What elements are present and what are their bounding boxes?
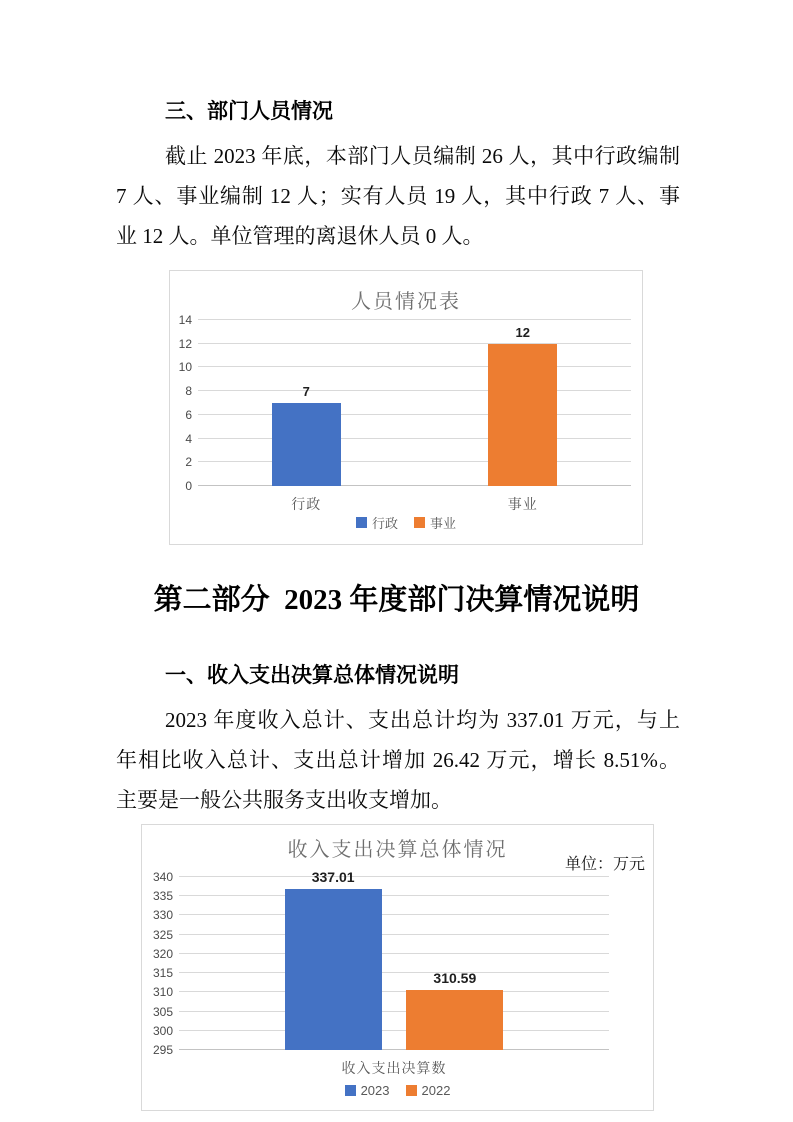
y-tick-label: 8 bbox=[185, 384, 192, 399]
legend-label: 2023 bbox=[360, 1083, 390, 1098]
y-tick-label: 330 bbox=[152, 908, 173, 923]
gridline bbox=[198, 414, 631, 415]
paragraph-line: 业 12 人。单位管理的离退休人员 0 人。 bbox=[116, 224, 484, 248]
bar-value-label: 337.01 bbox=[311, 868, 355, 885]
gridline bbox=[179, 991, 609, 992]
y-axis bbox=[142, 870, 173, 1057]
y-tick-label: 320 bbox=[152, 946, 173, 961]
y-tick-label: 300 bbox=[152, 1023, 173, 1038]
legend-item bbox=[414, 513, 456, 532]
y-tick-label: 340 bbox=[152, 870, 173, 884]
gridline bbox=[179, 1049, 609, 1050]
y-tick-label: 0 bbox=[185, 479, 192, 493]
paragraph-line: 主要是一般公共服务支出收支增加。 bbox=[116, 788, 452, 812]
section-heading-personnel: 三、部门人员情况 bbox=[165, 100, 333, 123]
bar-value-label: 12 bbox=[515, 324, 530, 340]
legend bbox=[142, 1083, 653, 1098]
gridline bbox=[198, 366, 631, 367]
bar-value-label: 7 bbox=[302, 384, 310, 399]
legend-item bbox=[345, 1083, 390, 1098]
legend-swatch bbox=[414, 517, 425, 528]
gridline bbox=[198, 343, 631, 344]
legend-label: 行政 bbox=[371, 516, 398, 531]
y-tick-label: 310 bbox=[152, 985, 173, 1000]
gridline bbox=[179, 934, 609, 935]
y-tick-label: 6 bbox=[185, 407, 192, 422]
category-label: 收入支出决算数 bbox=[341, 1060, 447, 1076]
personnel-paragraph bbox=[116, 136, 680, 256]
y-tick-label: 335 bbox=[152, 889, 173, 904]
gridline bbox=[179, 1011, 609, 1012]
gridline bbox=[198, 319, 631, 320]
y-tick-label: 295 bbox=[152, 1043, 173, 1057]
gridline bbox=[198, 390, 631, 391]
chart-plot-area bbox=[179, 868, 609, 1076]
gridline bbox=[179, 1030, 609, 1031]
gridline bbox=[198, 438, 631, 439]
paragraph-line: 年相比收入总计、支出总计增加 26.42 万元，增长 8.51%。 bbox=[116, 748, 680, 772]
budget-paragraph bbox=[116, 700, 680, 820]
y-tick-label: 325 bbox=[152, 927, 173, 942]
paragraph-line: 截止 2023 年底，本部门人员编制 26 人，其中行政编制 bbox=[165, 144, 680, 168]
chart-title: 收入支出决算总体情况 bbox=[287, 839, 508, 861]
gridline bbox=[179, 953, 609, 954]
gridline bbox=[179, 972, 609, 973]
chart-plot-area bbox=[198, 320, 631, 512]
y-tick-label: 315 bbox=[152, 966, 173, 981]
category-label: 事业 bbox=[507, 496, 538, 512]
bar bbox=[406, 990, 503, 1050]
bar bbox=[488, 344, 557, 486]
gridline bbox=[179, 876, 609, 877]
legend bbox=[170, 513, 642, 532]
legend-label: 事业 bbox=[430, 516, 457, 531]
y-tick-label: 4 bbox=[185, 431, 192, 446]
bar-value-label: 310.59 bbox=[433, 970, 477, 987]
gridline bbox=[198, 461, 631, 462]
y-tick-label: 12 bbox=[178, 336, 192, 351]
y-tick-label: 10 bbox=[178, 360, 192, 375]
bar bbox=[285, 889, 382, 1051]
legend-item bbox=[356, 513, 398, 532]
gridline bbox=[179, 914, 609, 915]
paragraph-line: 7 人、事业编制 12 人；实有人员 19 人，其中行政 7 人、事 bbox=[116, 184, 680, 208]
budget-bar-chart bbox=[141, 824, 654, 1111]
y-tick-label: 305 bbox=[152, 1004, 173, 1019]
chart-title: 人员情况表 bbox=[351, 291, 461, 313]
personnel-bar-chart bbox=[169, 270, 643, 545]
legend-swatch bbox=[356, 517, 367, 528]
category-label: 行政 bbox=[291, 496, 322, 512]
section-heading-budget: 一、收入支出决算总体情况说明 bbox=[165, 664, 459, 687]
legend-swatch bbox=[345, 1085, 356, 1096]
paragraph-line: 2023 年度收入总计、支出总计均为 337.01 万元，与上 bbox=[165, 708, 680, 732]
y-axis bbox=[170, 313, 192, 493]
part2-title: 第二部分 2023 年度部门决算情况说明 bbox=[153, 584, 640, 616]
legend-swatch bbox=[406, 1085, 417, 1096]
legend-label: 2022 bbox=[421, 1083, 451, 1098]
bar bbox=[272, 403, 341, 486]
y-tick-label: 14 bbox=[178, 313, 192, 327]
chart-unit-label: 单位：万元 bbox=[564, 856, 645, 873]
gridline bbox=[198, 485, 631, 486]
x-axis-labels bbox=[179, 1058, 609, 1078]
legend-item bbox=[406, 1083, 451, 1098]
gridline bbox=[179, 895, 609, 896]
x-axis-labels bbox=[198, 494, 631, 514]
y-tick-label: 2 bbox=[185, 455, 192, 470]
